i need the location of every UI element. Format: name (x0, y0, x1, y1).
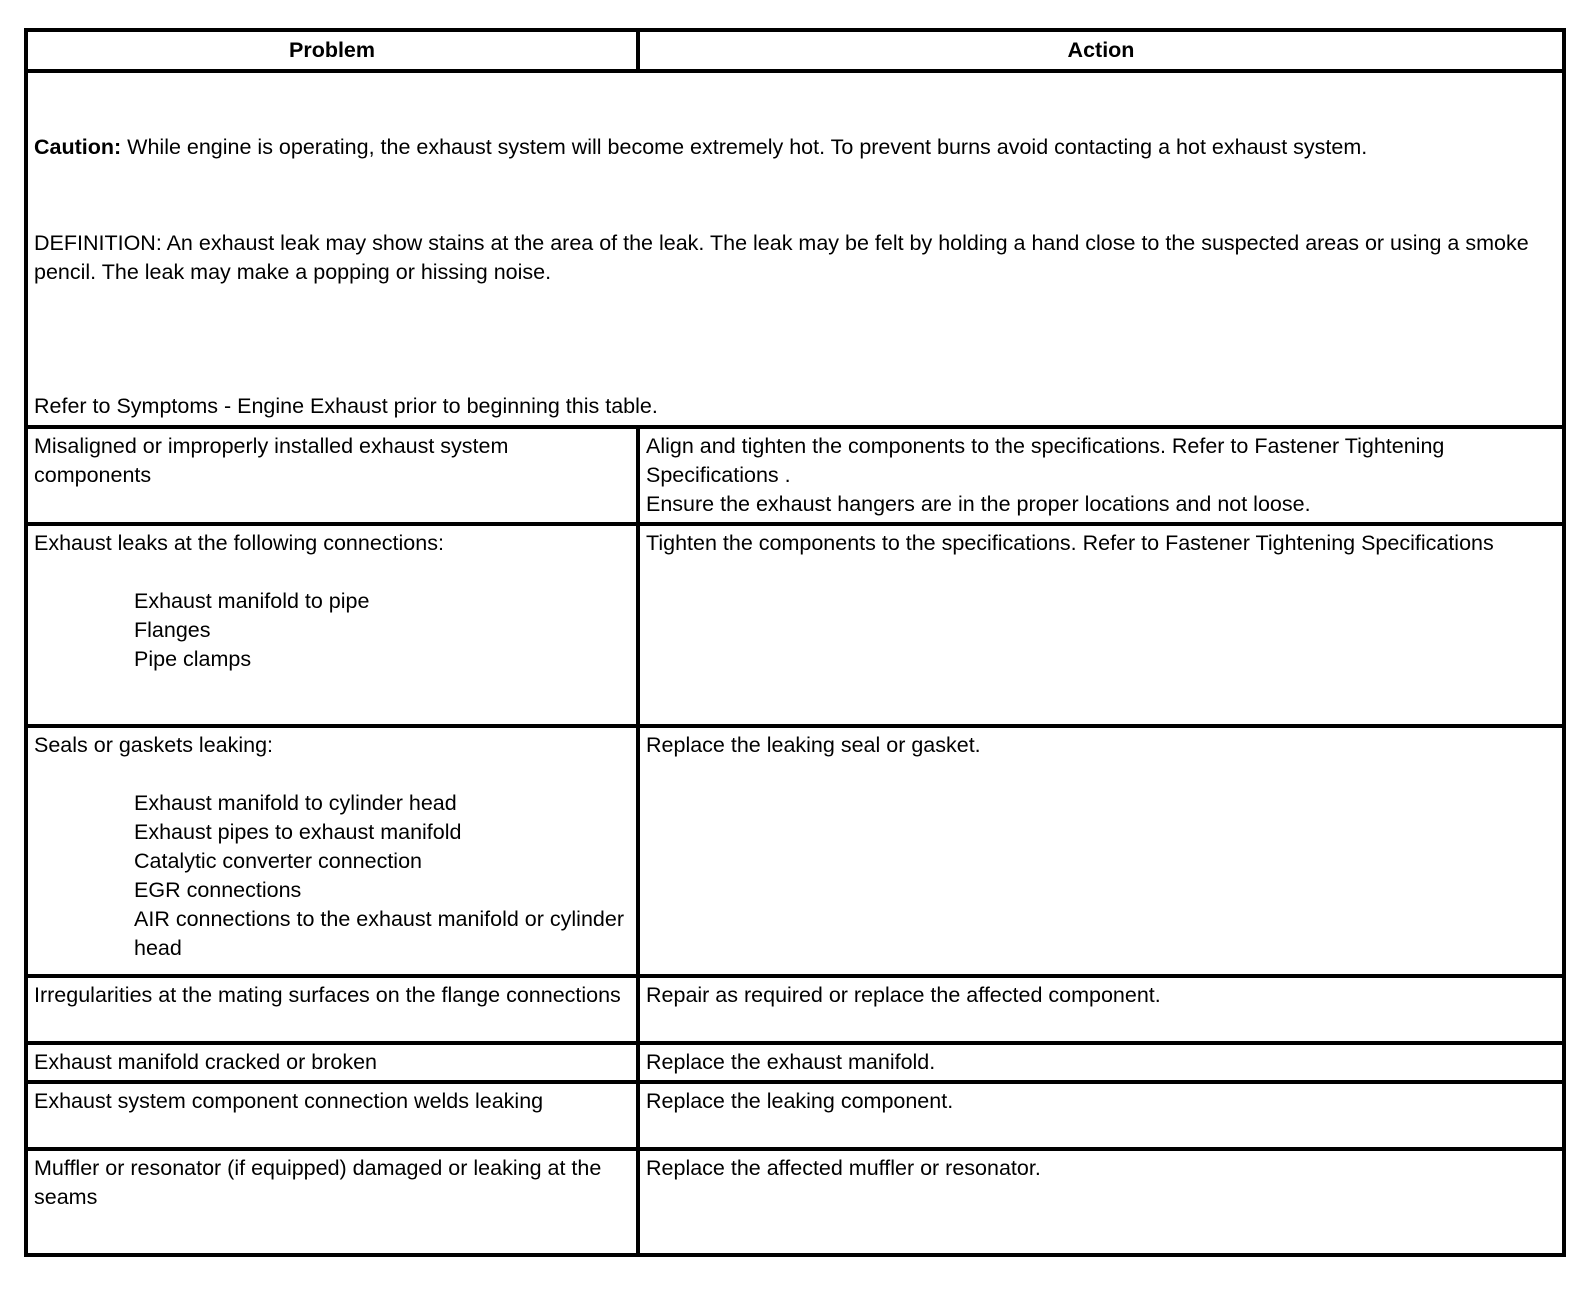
caution-text: While engine is operating, the exhaust system will become extremely hot. To prevent burns avoid contacting a hot exhaust system. (121, 135, 1368, 159)
table-row (26, 726, 1564, 976)
problem-cell: Muffler or resonator (if equipped) damaged or leaking at the seams (26, 1149, 638, 1255)
definition-text: DEFINITION: An exhaust leak may show stains at the area of the leak. The leak may be felt by holding a hand close to the suspected areas or using a smoke pencil. The leak may make a popping or hissing noise. (34, 231, 1529, 284)
list-item: AIR connections to the exhaust manifold or cylinder head (134, 907, 624, 960)
connection-list (34, 587, 630, 674)
list-item: Exhaust manifold to cylinder head (134, 791, 457, 815)
caution-note (34, 133, 1552, 162)
header-row (26, 30, 1564, 71)
header-action: Action (638, 30, 1564, 71)
action-line: Align and tighten the components to the specifications. Refer to Fastener Tightening Specifications . (646, 434, 1445, 487)
problem-cell: Misaligned or improperly installed exhaust system components (26, 427, 638, 524)
list-item: Pipe clamps (134, 647, 252, 671)
caution-label: Caution: (34, 135, 122, 159)
table-row (26, 1082, 1564, 1149)
seal-list (34, 789, 630, 963)
problem-cell: Irregularities at the mating surfaces on the flange connections (26, 976, 638, 1043)
action-cell (638, 427, 1564, 524)
problem-cell (26, 524, 638, 726)
action-cell: Replace the leaking seal or gasket. (638, 726, 1564, 976)
exhaust-diagnosis-table (24, 28, 1566, 1257)
problem-text: Seals or gaskets leaking: (34, 733, 274, 757)
list-item: Flanges (134, 618, 211, 642)
table-row (26, 524, 1564, 726)
list-item: EGR connections (134, 878, 302, 902)
problem-cell: Exhaust manifold cracked or broken (26, 1043, 638, 1082)
action-cell: Replace the exhaust manifold. (638, 1043, 1564, 1082)
header-problem: Problem (26, 30, 638, 71)
action-cell: Replace the leaking component. (638, 1082, 1564, 1149)
list-item: Catalytic converter connection (134, 849, 423, 873)
action-line: Ensure the exhaust hangers are in the proper locations and not loose. (646, 492, 1311, 516)
action-cell: Tighten the components to the specifications. Refer to Fastener Tightening Specifications (638, 524, 1564, 726)
table-row (26, 427, 1564, 524)
list-item: Exhaust manifold to pipe (134, 589, 370, 613)
table-row (26, 1043, 1564, 1082)
list-item: Exhaust pipes to exhaust manifold (134, 820, 462, 844)
table-row (26, 1149, 1564, 1255)
problem-text: Exhaust leaks at the following connections: (34, 531, 444, 555)
intro-row (26, 71, 1564, 427)
action-cell: Replace the affected muffler or resonator. (638, 1149, 1564, 1255)
refer-text: Refer to Symptoms - Engine Exhaust prior to beginning this table. (34, 394, 658, 418)
table-row (26, 976, 1564, 1043)
action-cell: Repair as required or replace the affected component. (638, 976, 1564, 1043)
intro-cell (26, 71, 1564, 427)
problem-cell (26, 726, 638, 976)
problem-cell: Exhaust system component connection welds leaking (26, 1082, 638, 1149)
